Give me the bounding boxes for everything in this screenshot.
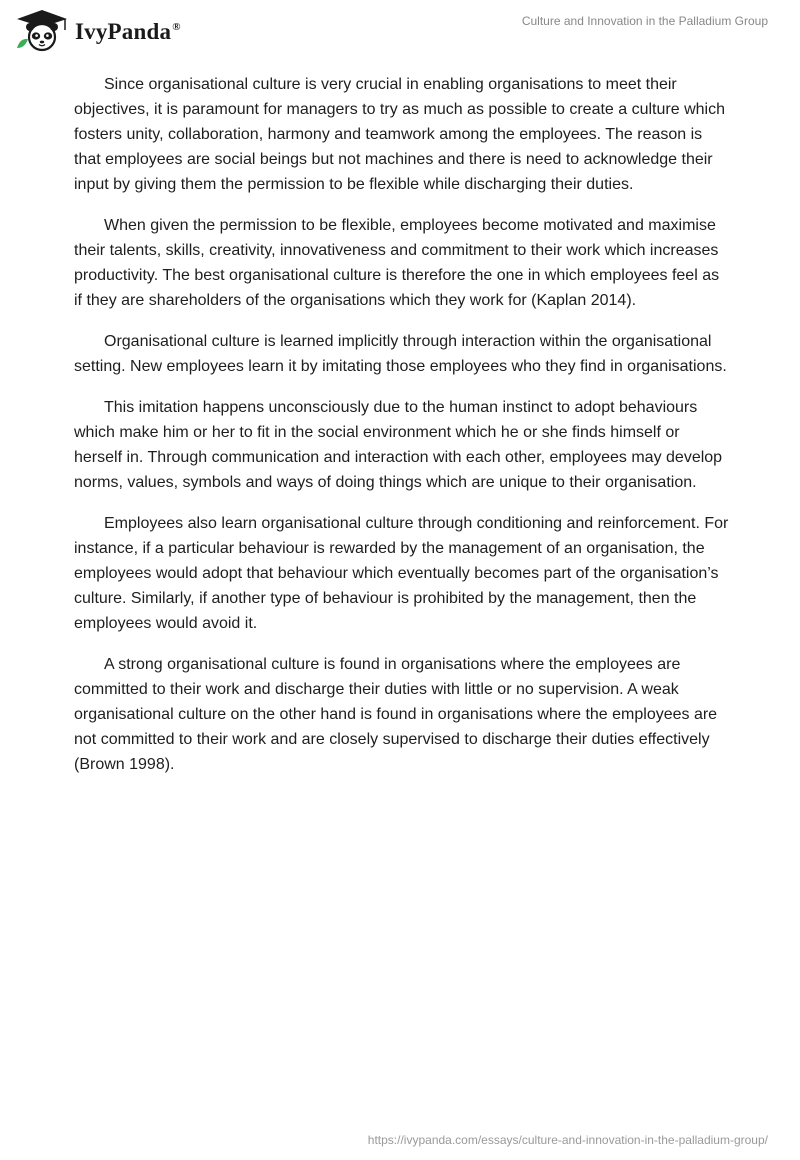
paragraph: This imitation happens unconsciously due to the human instinct to adopt behaviours which make him or her to fit in the social environment which he or she finds himself or herself in. Through communication and interaction with each other, employees may develop norms, values, symbols and ways of doing things which are unique to their organisation. [74, 399, 723, 491]
paragraph: A strong organisational culture is found in organisations where the employees are committed to their work and discharge their duties with little or no supervision. A weak organisational culture on the other hand is found in organisations where the employees are not committed to their work and are closely supervised to discharge their duties effectively (Brown 1998). [74, 656, 718, 773]
document-title: Culture and Innovation in the Palladium Group [521, 14, 768, 28]
brand-name: IvyPanda® [75, 19, 181, 44]
source-url[interactable]: https://ivypanda.com/essays/culture-and-innovation-in-the-palladium-group/ [367, 1133, 768, 1147]
paragraph: When given the permission to be flexible, employees become motivated and maximise their talents, skills, creativity, innovativeness and commitment to their work which increases productivity. The best organisational culture is therefore the one in which employees feel as if they are shareholders of the organisations which they work for (Kaplan 2014). [74, 217, 720, 309]
essay-body [74, 72, 730, 793]
paragraph: Organisational culture is learned implicitly through interaction within the organisational setting. New employees learn it by imitating those employees who they find in organisations. [74, 333, 727, 375]
panda-icon [14, 8, 70, 52]
brand-logo[interactable] [14, 8, 181, 52]
paragraph: Since organisational culture is very crucial in enabling organisations to meet their objectives, it is paramount for managers to try as much as possible to create a culture which fosters unity, collaboration, harmony and teamwork among the employees. The reason is that employees are social beings but not machines and there is need to acknowledge their input by giving them the permission to be flexible while discharging their duties. [74, 76, 725, 193]
paragraph: Employees also learn organisational culture through conditioning and reinforcement. For instance, if a particular behaviour is rewarded by the management of an organisation, the employees would adopt that behaviour which eventually becomes part of the organisation’s culture. Similarly, if another type of behaviour is prohibited by the management, then the employees would avoid it. [74, 515, 729, 632]
